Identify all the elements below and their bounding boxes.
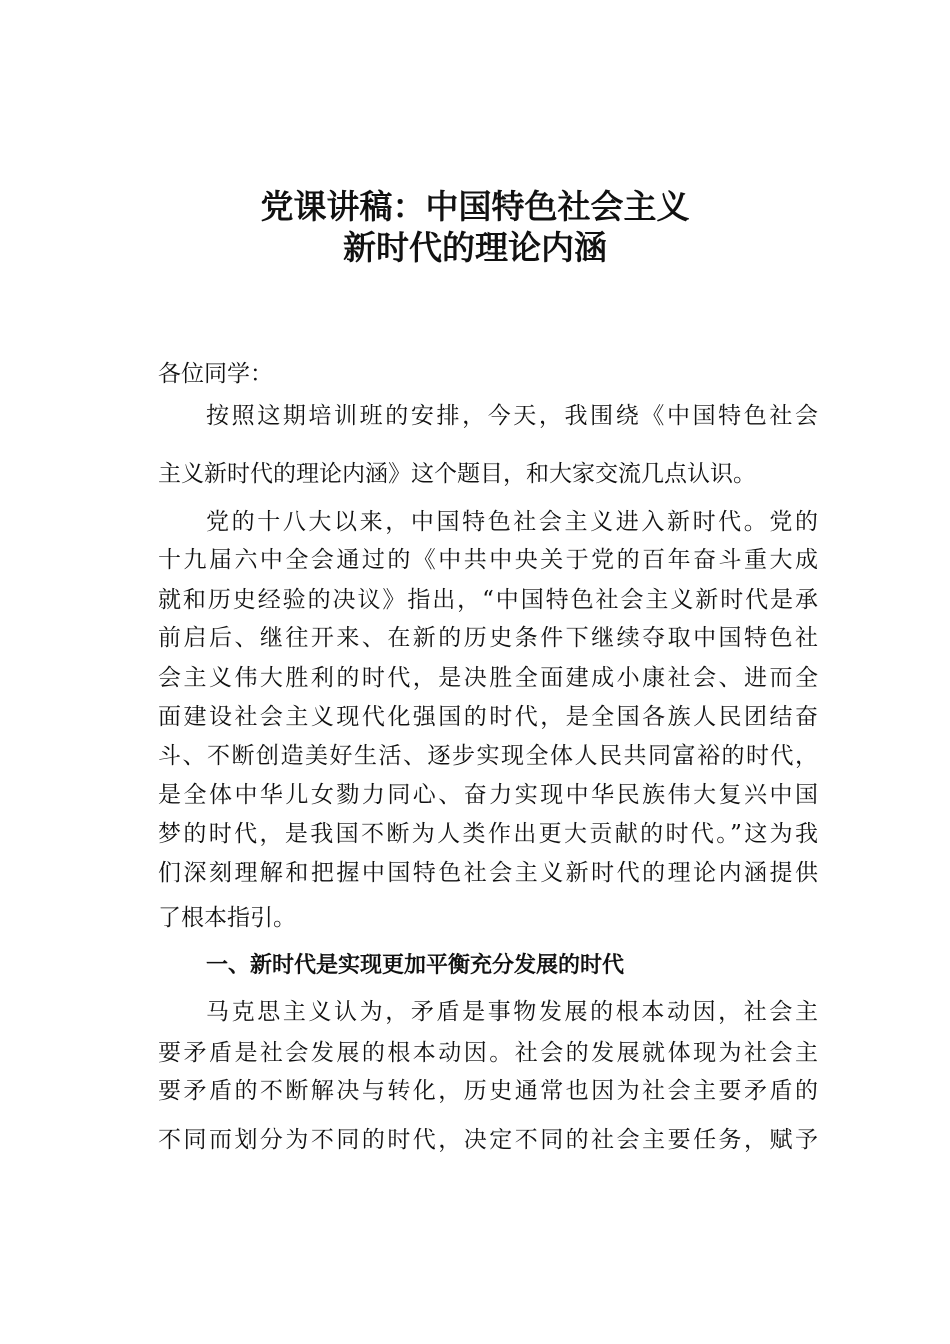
paragraph-line: 们深刻理解和把握中国特色社会主义新时代的理论内涵提供 [158, 860, 818, 886]
paragraph-line: 马克思主义认为，矛盾是事物发展的根本动因，社会主 [206, 999, 818, 1025]
salutation: 各位同学： [158, 361, 273, 387]
paragraph-line: 党的十八大以来，中国特色社会主义进入新时代。党的 [206, 509, 818, 535]
paragraph-line: 就和历史经验的决议》指出，“中国特色社会主义新时代是承 [158, 587, 818, 613]
paragraph-line: 梦的时代，是我国不断为人类作出更大贡献的时代。”这为我 [158, 821, 818, 847]
paragraph-line: 按照这期培训班的安排，今天，我围绕《中国特色社会 [206, 403, 818, 429]
paragraph-line: 是全体中华儿女勠力同心、奋力实现中华民族伟大复兴中国 [158, 782, 818, 808]
paragraph-line: 会主义伟大胜利的时代，是决胜全面建成小康社会、进而全 [158, 665, 818, 691]
paragraph-line: 主义新时代的理论内涵》这个题目，和大家交流几点认识。 [158, 461, 756, 487]
paragraph-line: 不同而划分为不同的时代，决定不同的社会主要任务，赋予 [158, 1127, 818, 1153]
paragraph-line: 前启后、继往开来、在新的历史条件下继续夺取中国特色社 [158, 625, 818, 651]
paragraph-line: 要矛盾是社会发展的根本动因。社会的发展就体现为社会主 [158, 1040, 818, 1066]
paragraph-line: 十九届六中全会通过的《中共中央关于党的百年奋斗重大成 [158, 547, 818, 573]
paragraph-line: 要矛盾的不断解决与转化，历史通常也因为社会主要矛盾的 [158, 1078, 818, 1104]
paragraph-line: 斗、不断创造美好生活、逐步实现全体人民共同富裕的时代， [158, 743, 818, 769]
document-title-line-1: 党课讲稿：中国特色社会主义 [260, 187, 690, 226]
section-heading: 一、新时代是实现更加平衡充分发展的时代 [206, 953, 625, 978]
paragraph-line: 了根本指引。 [158, 905, 296, 931]
document-title-line-2: 新时代的理论内涵 [343, 228, 607, 267]
paragraph-line: 面建设社会主义现代化强国的时代，是全国各族人民团结奋 [158, 704, 818, 730]
